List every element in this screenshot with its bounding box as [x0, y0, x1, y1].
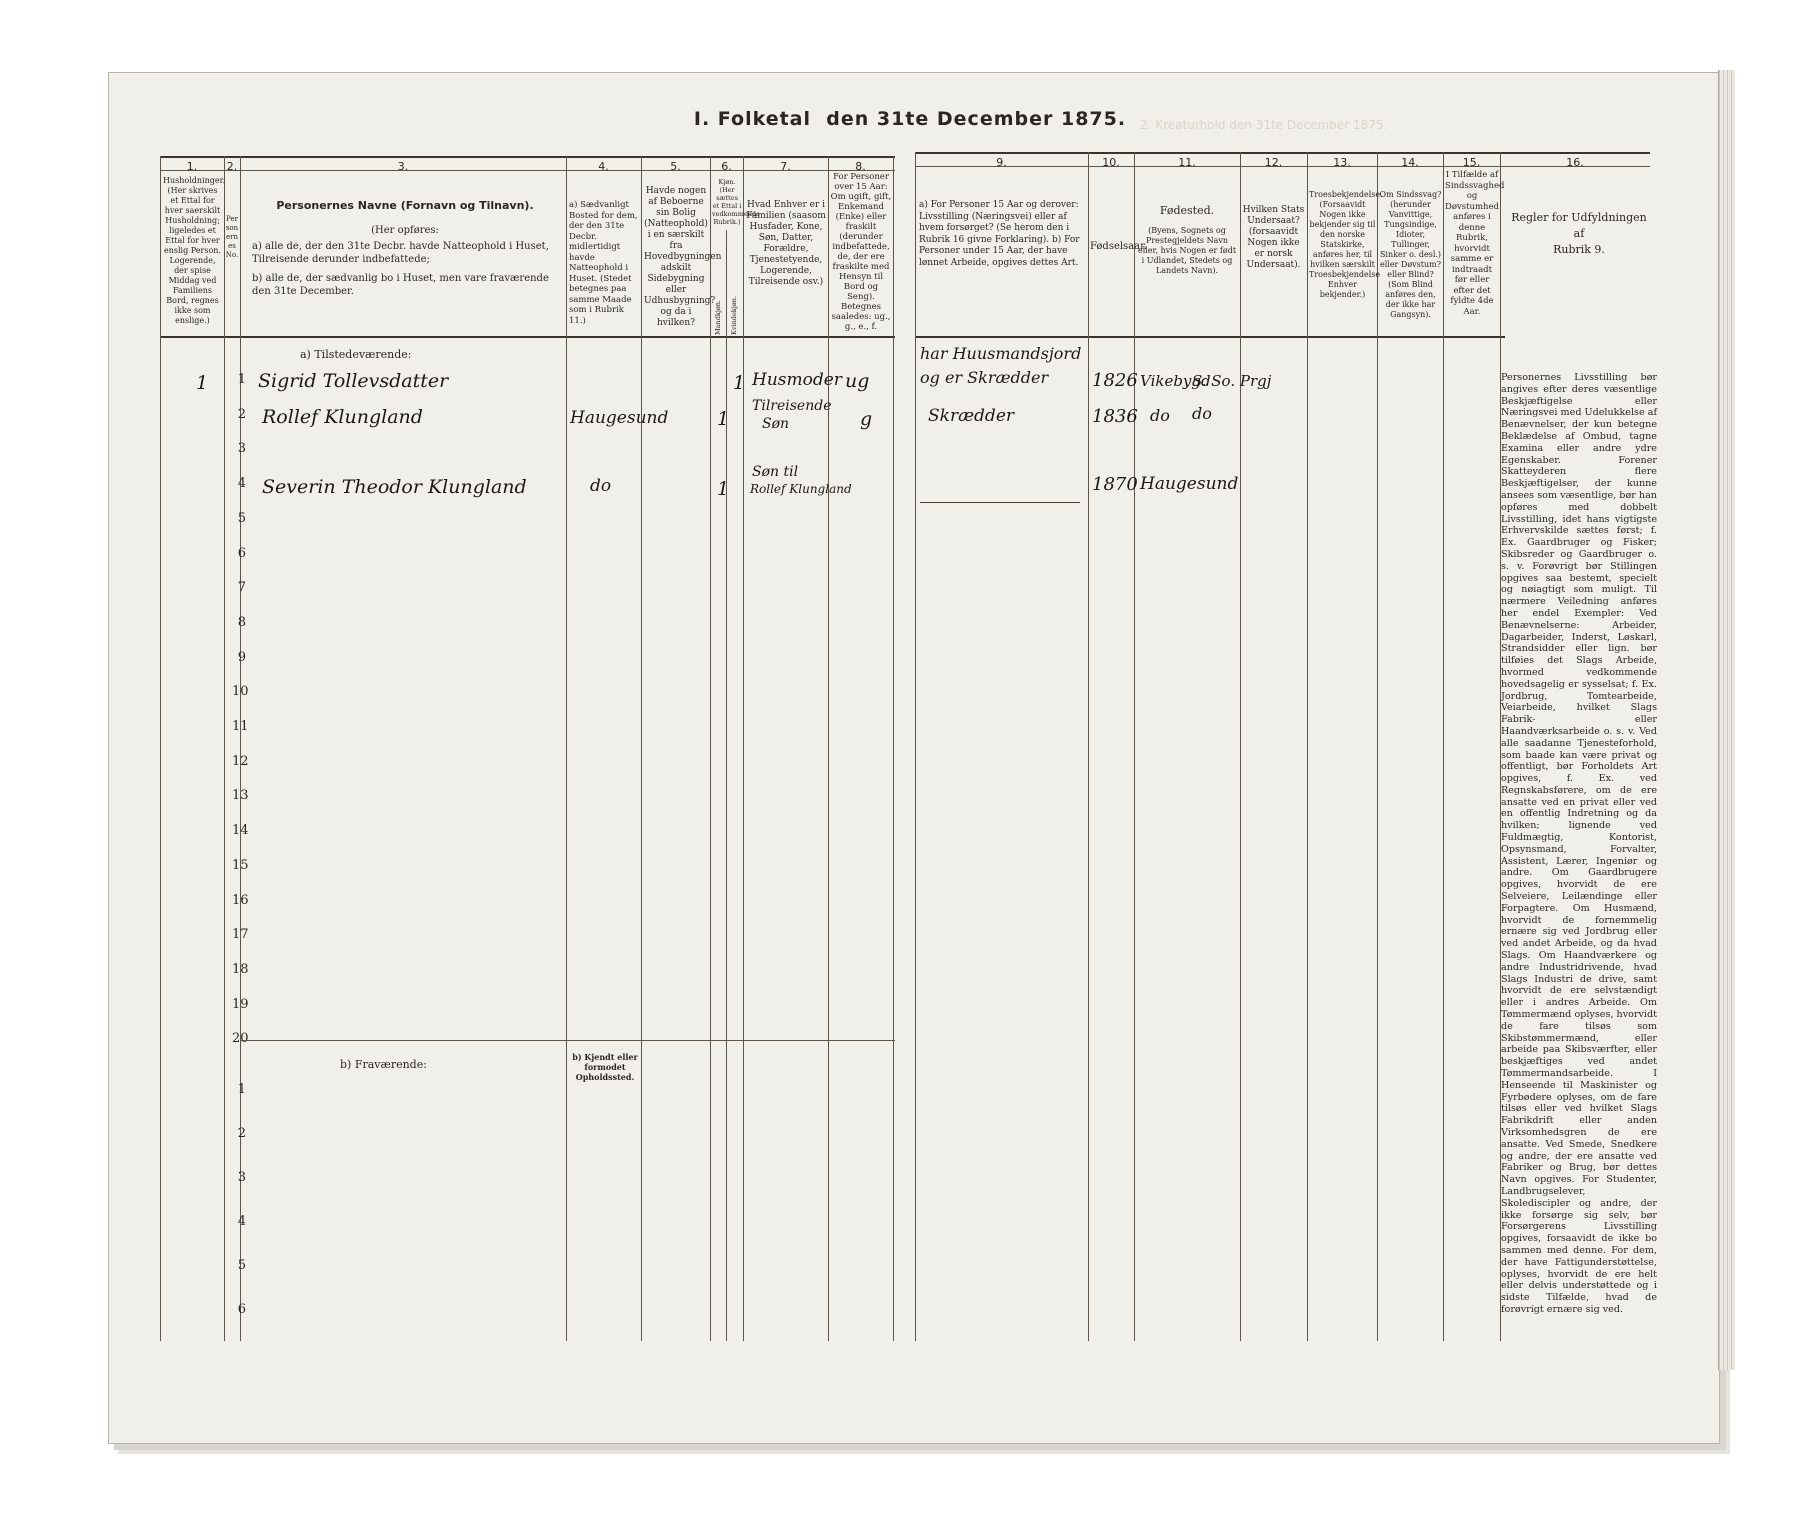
entry-2-birth-year: 1836: [1092, 406, 1138, 427]
entry-1-name: Sigrid Tollevsdatter: [258, 370, 449, 392]
colnum-4: 4.: [598, 160, 609, 173]
row-number: 16: [232, 892, 249, 908]
vrule: [566, 156, 567, 1341]
row-number: 19: [232, 996, 249, 1012]
row-number: 4: [237, 476, 246, 492]
entry-1-birth-year: 1826: [1092, 370, 1138, 391]
entry-1-family-role: Husmoder: [752, 370, 842, 390]
vrule: [641, 156, 642, 1341]
row-number: 4: [237, 1214, 246, 1229]
entry-1-occupation-a: har Huusmandsjord: [920, 344, 1082, 363]
header-bottom-right: [915, 336, 1505, 338]
entry-1-sex: 1: [733, 372, 746, 394]
entry-2-residence: Haugesund: [570, 408, 669, 428]
entry-2-birthplace-b: do: [1192, 404, 1212, 423]
row-number: 3: [237, 441, 246, 457]
vrule: [240, 156, 241, 1341]
top-rule-left: [160, 156, 895, 158]
row-number: 7: [237, 580, 246, 596]
vrule: [160, 156, 161, 1341]
entry-3-birth-year: 1870: [1092, 474, 1138, 495]
colnum-10: 10.: [1102, 156, 1120, 169]
header-bottom-left: [160, 336, 895, 338]
vrule: [915, 152, 916, 1341]
row-number: 14: [232, 823, 249, 839]
title-right: den 31te December 1875.: [826, 108, 1127, 130]
top-rule-right: [915, 152, 1650, 154]
row-number: 20: [232, 1031, 249, 1047]
rules-body: Personernes Livsstilling bør angives efter deres væsentlige Beskjæftigelse eller Næringsvei med Udelukkelse af Benævnelser, der kun betegne Beklædelse af Ombud, tagne Examina eller andre ydre Egenskaber. Forener Skatteyderen flere Beskjæftigelser, der kunne ansees som væsentlige, bør han opføres med dobbelt Livsstilling, idet hans vigtigste Erhvervskilde sættes først; f. Ex. Gaardbruger og Fisker; Skibsreder og Gaardbruger o. s. v. Forøvrigt bør Stillingen opgives saa bestemt, specielt og nøiagtigt som muligt. Til nærmere Veiledning anføres her endel Exempler: Ved Benævnelserne: Arbeider, Dagarbeider, Inderst, Løskarl, Strandsidder eller lign. bør tilføies det Slags Arbeide, hvormed vedkommende hovedsagelig er sysselsat; f. Ex. Jordbrug, Tomtearbeide, Veiarbeide, hvilket Slags Fabrik- eller Haandværksarbeide o. s. v. Ved alle saadanne Tjenesteforhold, som baade kan være privat og offentligt, bør Forholdets Art opgives, f. Ex. ved Regnskabsførere, om de ere ansatte ved en privat eller ved en offentlig Indretning og da hvilken; lignende ved Fuldmægtig, Kontorist, Opsynsmand, Forvalter, Assistent, Lærer, Ingeniør og andre. Om Gaardbrugere opgives, hvorvidt de ere Selveiere, Leilændinge eller Forpagtere. Om Husmænd, hvorvidt de fornemmelig ernære sig ved Jordbrug eller ved andet Arbeide, og da hvad Slags. Om Haandværkere og andre Industridrivende, hvad Slags Industri de drive, samt hvorvidt de ere selvstændigt eller i andres Arbeide. Om Tømmermænd oplyses, hvorvidt de fare tilsøs som Skibstømmermænd, eller arbeide paa Skibsværfter, eller beskjæftiges ved andet Tømmermandsarbeide. I Henseende til Maskinister og Fyrbødere oplyses, om de fare tilsøs eller ved hvilket Slags Fabrikdrift eller anden Virksomhedsgren de ere ansatte. Ved Smede, Snedkere og andre, der ere ansatte ved Fabriker og Brug, bør dettes Navn opgives. For Studenter, Landbrugselever, Skolediscipler og andre, der ikke forsørge sig selv, bør Forsørgerens Livsstilling opgives, forsaavidt de ikke bo sammen med denne. For dem, der have Fattigunderstøttelse, oplyses, hvorvidt de ere helt eller delvis understøttede og i sidste Tilfælde, hvad de forøvrigt ernære sig ved.: [1501, 372, 1657, 1315]
page-title: [0, 108, 1820, 130]
colnum-8: 8.: [855, 160, 866, 173]
header-disability: Om Sindssvag? (herunder Vanvittige, Tungsindige, Idioter, Tullinger, Sinker o. desl.) eller Døvstum? eller Blind? (Som Blind anføres den, der ikke har Gangsyn).: [1379, 190, 1442, 319]
vrule: [726, 230, 727, 1341]
row-number: 18: [232, 961, 249, 977]
vrule: [743, 156, 744, 1341]
vrule: [1443, 152, 1444, 1341]
rules-title: Regler for Udfyldningen: [1511, 211, 1647, 224]
entry-3-family-role-1: Søn til: [752, 464, 799, 480]
section-absent-residence: b) Kjendt eller formodet Opholdssted.: [572, 1052, 638, 1082]
row-number: 10: [232, 684, 249, 700]
vrule: [1307, 152, 1308, 1341]
entry-3-residence: do: [590, 476, 612, 496]
header-names-a: a) alle de, der den 31te Decbr. havde Natteophold i Huset, Tilreisende derunder indbefattede;: [252, 241, 549, 265]
colnum-1: 1.: [186, 160, 198, 173]
header-religion: Troesbekjendelse. (Forsaavidt Nogen ikke bekjender sig til den norske Statskirke, anføres her, til hvilken særskilt Troesbekjendelse Enhver bekjender.): [1309, 190, 1383, 299]
colnum-11: 11.: [1178, 156, 1196, 169]
entry-2-sex: 1: [717, 408, 730, 430]
title-left: I. Folketal: [693, 108, 812, 130]
vrule: [1240, 152, 1241, 1341]
row-number: 2: [237, 1126, 246, 1141]
entry-3-birthplace: Haugesund: [1140, 474, 1239, 494]
vrule: [1088, 152, 1089, 1341]
entry-1-birthplace-a: Vikebygd: [1140, 372, 1211, 390]
header-family-role: Hvad Enhver er i Familien (saasom Husfader, Kone, Søn, Datter, Forældre, Tjenestetyende, Logerende, Tilreisende osv.): [746, 200, 826, 287]
row-number: 6: [237, 545, 246, 561]
row-number: 13: [232, 788, 249, 804]
header-residence: a) Sædvanligt Bosted for dem, der den 31te Decbr. midlertidigt havde Natteophold i Huset. (Stedet betegnes paa samme Maade som i Rubrik 11.): [569, 200, 638, 326]
section-absent: b) Fraværende:: [340, 1058, 427, 1071]
colnum-5: 5.: [670, 160, 681, 173]
colnum-13: 13.: [1333, 156, 1351, 169]
entry-3-sex: 1: [717, 478, 730, 500]
entry-1-occupation-b: og er Skrædder: [920, 368, 1049, 387]
row-number: 15: [232, 857, 249, 873]
row-number: 9: [237, 649, 246, 665]
colnum-15: 15.: [1462, 156, 1481, 169]
entry-2-family-role-2: Søn: [762, 416, 790, 432]
header-birthplace-title: Fødested.: [1159, 204, 1215, 217]
header-citizenship: Hvilken Stats Undersaat? (forsaavidt Nogen ikke er norsk Undersaat).: [1242, 205, 1305, 270]
entry-2-marital: g: [860, 408, 873, 430]
vrule: [893, 156, 894, 1341]
header-occupation: a) For Personer 15 Aar og derover: Livsstilling (Næringsvei) eller af hvem forsørget? (Se herom den i Rubrik 16 givne Forklaring). b) For Personer under 15 Aar, der have lønnet Arbeide, opgives dettes Art.: [919, 200, 1080, 268]
row-number: 12: [232, 753, 249, 769]
vrule: [710, 156, 711, 1341]
vrule: [828, 156, 829, 1341]
colnum-16: 16.: [1566, 156, 1584, 169]
header-birth-year: Fødselsaar.: [1090, 241, 1147, 252]
header-person-no: Personernes No.: [225, 215, 239, 259]
row-number: 1: [237, 372, 246, 387]
colnum-9: 9.: [996, 156, 1007, 169]
entry-1-household: 1: [196, 372, 209, 394]
header-names-title: [250, 200, 560, 212]
row-number: 2: [237, 406, 246, 422]
header-sex-female: Kvindekjøn.: [730, 296, 738, 335]
entry-2-name: Rollef Klungland: [262, 406, 423, 428]
header-sex-male: Mandkjøn.: [714, 300, 722, 335]
header-households: Husholdninger. (Her skrives et Ettal for hver saerskilt Husholdning; ligeledes et Ettal for hver enslig Person. Logerende, der spise Middag ved Familiens Bord, regnes ikke som enslige.): [163, 176, 226, 325]
vrule: [224, 156, 225, 1341]
page-edge: [1718, 70, 1735, 1370]
header-sex: Kjøn. (Her sættes et Ettal i vedkommende Rubrik.): [712, 178, 760, 226]
colnum-7: 7.: [780, 160, 791, 173]
row-number: 6: [237, 1302, 246, 1317]
row-number: 5: [237, 510, 246, 526]
header-names-b: b) alle de, der sædvanlig bo i Huset, men vare fraværende den 31te December.: [252, 273, 549, 297]
section-present: a) Tilstedeværende:: [300, 348, 412, 361]
row-number: 17: [232, 927, 249, 943]
rules-ref: Rubrik 9.: [1553, 243, 1605, 256]
entry-1-marital: ug: [845, 370, 870, 392]
entry-2-birthplace-a: do: [1150, 406, 1170, 425]
entry-dash: [920, 502, 1080, 503]
row-number: 3: [237, 1170, 246, 1185]
colnum-12: 12.: [1264, 156, 1283, 169]
bleed-through: 2. Kreaturhold den 31te December 1875.: [1140, 118, 1388, 132]
row-number: 1: [237, 1082, 246, 1097]
header-marital: For Personer over 15 Aar: Om ugift, gift, Enkemand (Enke) eller fraskilt (derunder indbefattede, de, der ere fraskilte med Hensyn til Bord og Seng). Betegnes saaledes: ug., g., e., f.: [830, 172, 892, 332]
header-rules: [1501, 210, 1657, 258]
colnum-6: 6.: [721, 160, 732, 173]
vrule: [1134, 152, 1135, 1341]
header-birthplace: (Byens, Sognets og Prestegjeldets Navn eller, hvis Nogen er født i Udlandet, Stedets og Landets Navn).: [1137, 226, 1237, 275]
entry-2-occupation: Skrædder: [928, 406, 1015, 426]
colnum-3: 3.: [397, 160, 409, 173]
colnum-2: 2.: [226, 160, 238, 173]
row-number: 8: [237, 614, 246, 630]
section-divider: [240, 1040, 895, 1041]
row-number: 5: [237, 1258, 246, 1273]
header-names-sub: (Her opføres:: [371, 225, 439, 236]
entry-1-birthplace-b: S. So. Prgj: [1192, 372, 1272, 390]
entry-3-family-role-2: Rollef Klungland: [750, 482, 852, 496]
colnum-14: 14.: [1401, 156, 1419, 169]
rules-of: af: [1573, 227, 1585, 240]
header-outbuilding: Havde nogen af Beboerne sin Bolig (Natteophold) i en særskilt fra Hovedbygningen adskilt Sidebygning eller Udhusbygning? og da i hvilken?: [644, 186, 722, 328]
vrule: [1377, 152, 1378, 1341]
row-number: 11: [232, 719, 249, 734]
header-names-title-text: Personernes Navne (Fornavn og Tilnavn).: [276, 199, 534, 212]
header-onset: I Tilfælde af Sindssvaghed og Døvstumhed anføres i denne Rubrik, hvorvidt samme er indtraadt før eller efter det fyldte 4de Aar.: [1445, 170, 1505, 317]
entry-2-family-role-1: Tilreisende: [752, 398, 832, 414]
entry-3-name: Severin Theodor Klungland: [262, 476, 527, 498]
